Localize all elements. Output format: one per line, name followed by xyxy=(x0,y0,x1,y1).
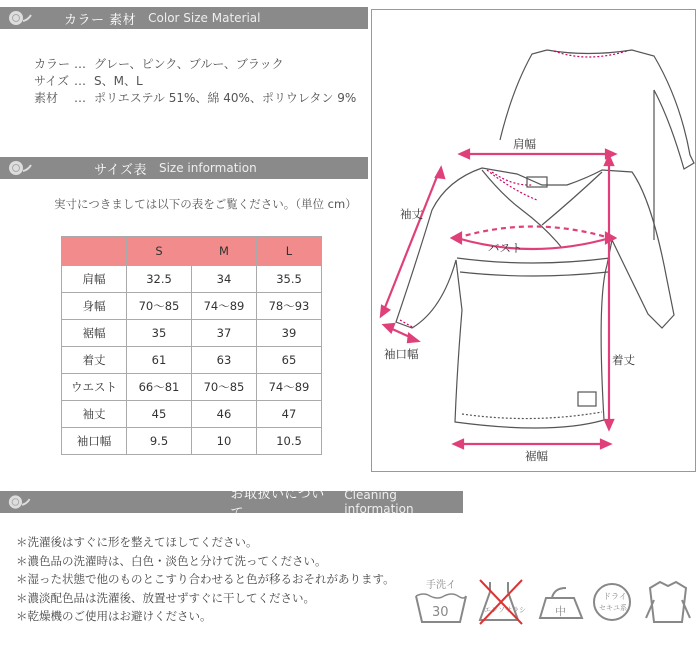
hand-wash-icon xyxy=(416,578,466,622)
care-list xyxy=(16,533,395,626)
table-row: 袖口幅 9.5 10 10.5 xyxy=(62,428,322,455)
size-table xyxy=(61,236,322,455)
iron-icon xyxy=(540,588,582,618)
section-subtitle: Color Size Material xyxy=(148,11,261,25)
section-subtitle: Cleaning information xyxy=(344,488,414,516)
section-header-size xyxy=(0,157,368,179)
label-hem: 裾幅 xyxy=(525,449,548,463)
svg-text:セキユ系: セキユ系 xyxy=(599,604,627,612)
section-title: お取扱いについて xyxy=(230,487,325,521)
table-row: 肩幅 32.5 34 35.5 xyxy=(62,266,322,293)
table-row: ウエスト 66〜81 70〜85 74〜89 xyxy=(62,374,322,401)
svg-text:手洗イ: 手洗イ xyxy=(426,580,456,591)
dry-flat-icon xyxy=(646,582,690,622)
garment-drawing xyxy=(372,10,695,471)
table-row: 袖丈 45 46 47 xyxy=(62,401,322,428)
rose-icon xyxy=(6,492,31,512)
svg-text:中: 中 xyxy=(555,605,566,618)
list-item: ＊ 湿った状態で他のものとこすり合わせると色が移るおそれがあります。 xyxy=(16,570,395,589)
svg-text:エンソサラシ: エンソサラシ xyxy=(484,606,526,614)
size-note: 実寸につきましては以下の表をご覧ください。（単位 cm） xyxy=(54,197,357,211)
table-header-row: S M L xyxy=(62,237,322,266)
spec-row: カラー … グレー、ピンク、ブルー、ブラック xyxy=(34,57,284,71)
label-sleeve: 袖丈 xyxy=(400,207,423,221)
section-subtitle: Size information xyxy=(158,161,257,175)
label-cuff: 袖口幅 xyxy=(384,347,419,361)
list-item: ＊ 乾燥機のご使用はお避けください。 xyxy=(16,607,395,626)
rose-icon xyxy=(6,158,32,178)
no-bleach-icon xyxy=(480,580,526,624)
label-bust: バスト xyxy=(488,241,523,255)
section-title: サイズ表 xyxy=(94,162,147,178)
spec-row: サイズ … S、M、L xyxy=(34,74,143,88)
section-header-color xyxy=(0,7,368,29)
list-item: ＊ 洗濯後はすぐに形を整えてほしてください。 xyxy=(16,533,395,552)
spec-list xyxy=(34,56,356,107)
label-length: 着丈 xyxy=(612,353,635,367)
svg-text:30: 30 xyxy=(432,605,449,620)
table-row: 裾幅 35 37 39 xyxy=(62,320,322,347)
section-title: カラー 素材 xyxy=(64,12,137,28)
rose-icon xyxy=(6,8,32,28)
list-item: ＊ 濃色品の洗濯時は、白色・淡色と分けて洗ってください。 xyxy=(16,552,395,571)
svg-text:ドライ: ドライ xyxy=(603,592,627,601)
spec-row: 素材 … ポリエステル 51%、綿 40%、ポリウレタン 9% xyxy=(34,91,357,105)
garment-diagram xyxy=(371,9,696,472)
label-shoulder: 肩幅 xyxy=(513,137,536,151)
table-row: 着丈 61 63 65 xyxy=(62,347,322,374)
list-item: ＊ 濃淡配色品は洗濯後、放置せずすぐに干してください。 xyxy=(16,589,395,608)
table-row: 身幅 70〜85 74〜89 78〜93 xyxy=(62,293,322,320)
care-icons xyxy=(414,572,694,632)
dry-clean-icon xyxy=(594,584,630,620)
section-header-care xyxy=(0,487,463,521)
